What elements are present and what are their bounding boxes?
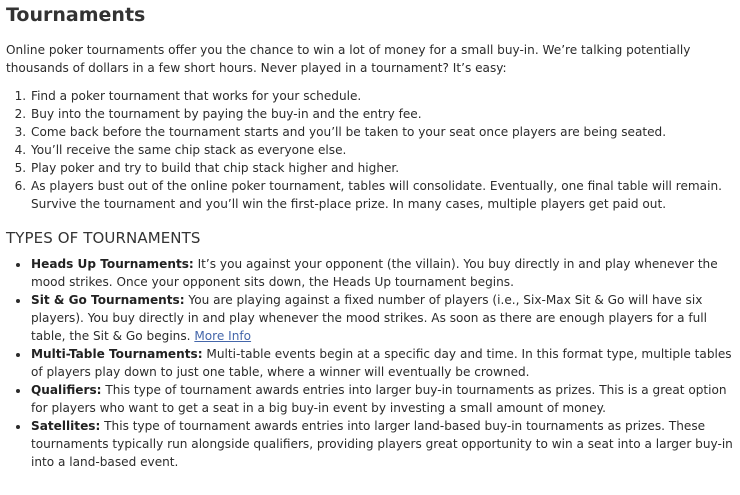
list-item: 2. Buy into the tournament by paying the buy-in and the entry fee. bbox=[30, 105, 734, 123]
intro-paragraph: Online poker tournaments offer you the chance to win a lot of money for a small buy-in. We’re talking potentially thousands of dollars in a few short hours. Never played in a tournament? It’s easy: bbox=[6, 43, 691, 75]
type-term: Satellites: bbox=[31, 419, 101, 433]
type-description: This type of tournament awards entries into larger land-based buy-in tournaments as prizes. These tournaments typically run alongside qualifiers, providing players great opportunity to win a seat into a larger buy-in into a land-based event. bbox=[31, 419, 733, 469]
list-item bbox=[30, 417, 734, 471]
list-item bbox=[30, 255, 734, 291]
list-item bbox=[30, 345, 734, 381]
type-description: You are playing against a fixed number of players (i.e., Six-Max Sit & Go will have six players). You buy directly in and play whenever the mood strikes. As soon as there are enough players for a full table, the Sit & Go begins. bbox=[31, 293, 708, 343]
type-term: Multi-Table Tournaments: bbox=[31, 347, 203, 361]
type-term: Sit & Go Tournaments: bbox=[31, 293, 185, 307]
list-item: 3. Come back before the tournament starts and you’ll be taken to your seat once players are being seated. bbox=[30, 123, 734, 141]
list-item: 6. As players bust out of the online poker tournament, tables will consolidate. Eventually, one final table will remain. Survive the tournament and you’ll win the first-place prize. In many cases, multiple players get paid out. bbox=[30, 177, 734, 213]
type-description: This type of tournament awards entries into larger buy-in tournaments as prizes. This is a great option for players who want to get a seat in a big buy-in event by investing a small amount of money. bbox=[31, 383, 727, 415]
type-description: Multi-table events begin at a specific day and time. In this format type, multiple tables of players play down to just one table, where a winner will eventually be crowned. bbox=[31, 347, 732, 379]
steps-list bbox=[6, 87, 734, 213]
list-item bbox=[30, 291, 734, 345]
more-info-link[interactable]: More Info bbox=[194, 329, 252, 343]
list-item: 4. You’ll receive the same chip stack as everyone else. bbox=[30, 141, 734, 159]
type-term: Heads Up Tournaments: bbox=[31, 257, 194, 271]
page-title: Tournaments bbox=[6, 4, 146, 26]
section-heading: TYPES OF TOURNAMENTS bbox=[6, 229, 201, 247]
tournament-types-list bbox=[6, 255, 734, 471]
type-term: Qualifiers: bbox=[31, 383, 102, 397]
type-description: It’s you against your opponent (the villain). You buy directly in and play whenever the mood strikes. Once your opponent sits down, the Heads Up tournament begins. bbox=[31, 257, 718, 289]
list-item bbox=[30, 381, 734, 417]
list-item: 5. Play poker and try to build that chip stack higher and higher. bbox=[30, 159, 734, 177]
list-item: 1. Find a poker tournament that works for your schedule. bbox=[30, 87, 734, 105]
